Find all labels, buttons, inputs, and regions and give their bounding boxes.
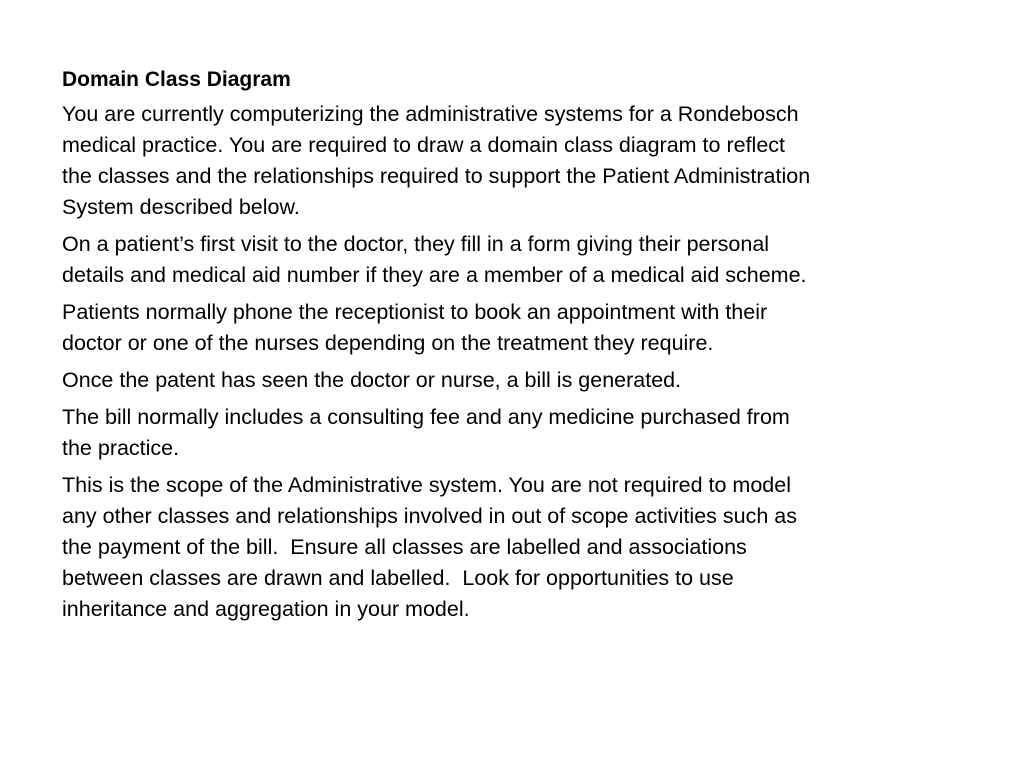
paragraph-line: Patients normally phone the receptionist to book an appointment with their [62, 300, 768, 324]
paragraph-line: medical practice. You are required to draw a domain class diagram to reflect [62, 133, 786, 157]
paragraph-bill-contents [62, 402, 962, 464]
paragraph-line: System described below. [62, 195, 300, 219]
paragraph-line: inheritance and aggregation in your model. [62, 597, 470, 621]
paragraph-first-visit [62, 229, 962, 291]
paragraph-line: the payment of the bill. Ensure all classes are labelled and associations [62, 535, 747, 559]
paragraph-line: On a patient’s first visit to the doctor, they fill in a form giving their personal [62, 232, 770, 256]
paragraph-line: The bill normally includes a consulting fee and any medicine purchased from [62, 405, 790, 429]
paragraph-bill-generated [62, 365, 962, 396]
slide-title: Domain Class Diagram [62, 68, 291, 91]
paragraph-line: Once the patent has seen the doctor or nurse, a bill is generated. [62, 368, 682, 392]
paragraph-scope [62, 470, 962, 625]
paragraph-line: the classes and the relationships required to support the Patient Administration [62, 164, 811, 188]
paragraph-line: doctor or one of the nurses depending on the treatment they require. [62, 331, 714, 355]
slide-content [62, 64, 962, 631]
paragraph-line: details and medical aid number if they are a member of a medical aid scheme. [62, 263, 807, 287]
paragraph-line: the practice. [62, 436, 180, 460]
paragraph-line: any other classes and relationships involved in out of scope activities such as [62, 504, 797, 528]
paragraph-line: between classes are drawn and labelled. Look for opportunities to use [62, 566, 734, 590]
paragraph-appointments [62, 297, 962, 359]
paragraph-line: You are currently computerizing the administrative systems for a Rondebosch [62, 102, 799, 126]
paragraph-line: This is the scope of the Administrative system. You are not required to model [62, 473, 791, 497]
paragraph-intro [62, 99, 962, 223]
